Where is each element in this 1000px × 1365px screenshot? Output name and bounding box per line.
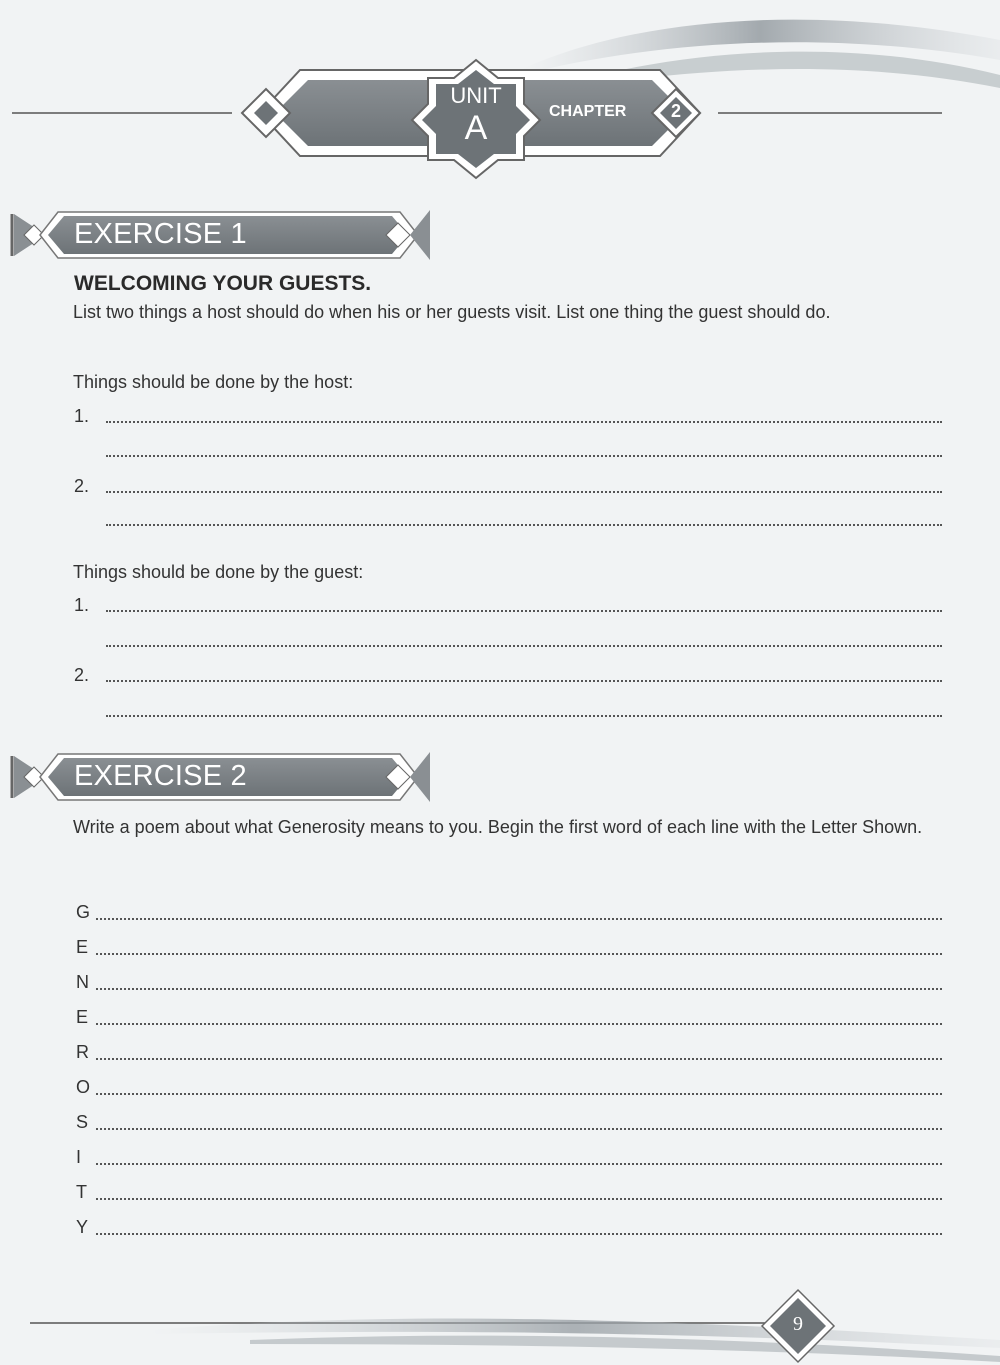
poem-line-8[interactable] <box>96 1163 942 1165</box>
poem-line-4[interactable] <box>96 1023 942 1025</box>
poem-line-1[interactable] <box>96 918 942 920</box>
exercise1-title: EXERCISE 1 <box>74 218 247 250</box>
poem-letter-s: S <box>76 1112 89 1132</box>
poem-line-3[interactable] <box>96 988 942 990</box>
guest-item-2-number: 2. <box>74 665 90 685</box>
page-number: 9 <box>793 1313 803 1335</box>
host-answer-line-1b[interactable] <box>106 455 942 457</box>
exercise1-instructions: List two things a host should do when his or her guests visit. List one thing the guest should do. <box>73 302 831 322</box>
host-answer-line-2b[interactable] <box>106 524 942 526</box>
host-label: Things should be done by the host: <box>73 372 354 392</box>
poem-letter-e2: E <box>76 1007 89 1027</box>
unit-label: UNIT <box>450 83 502 108</box>
guest-answer-line-1a[interactable] <box>106 610 942 612</box>
poem-letter-t: T <box>76 1182 87 1202</box>
poem-line-7[interactable] <box>96 1128 942 1130</box>
poem-letter-n: N <box>76 972 89 992</box>
chapter-number: 2 <box>670 101 681 121</box>
poem-line-5[interactable] <box>96 1058 942 1060</box>
poem-line-10[interactable] <box>96 1233 942 1235</box>
guest-answer-line-2a[interactable] <box>106 680 942 682</box>
poem-letter-y: Y <box>76 1217 89 1237</box>
host-answer-line-2a[interactable] <box>106 491 942 493</box>
guest-answer-line-2b[interactable] <box>106 715 942 717</box>
guest-item-1-number: 1. <box>74 595 90 615</box>
footer-decoration <box>30 1290 1000 1362</box>
exercise2-title: EXERCISE 2 <box>74 760 247 792</box>
poem-letter-g: G <box>76 902 91 922</box>
poem-letter-e: E <box>76 937 89 957</box>
chapter-label: CHAPTER <box>549 103 627 120</box>
poem-letter-i: I <box>76 1147 82 1167</box>
host-answer-line-1a[interactable] <box>106 421 942 423</box>
poem-line-2[interactable] <box>96 953 942 955</box>
poem-line-6[interactable] <box>96 1093 942 1095</box>
poem-line-9[interactable] <box>96 1198 942 1200</box>
guest-answer-line-1b[interactable] <box>106 645 942 647</box>
host-item-2-number: 2. <box>74 476 90 496</box>
unit-letter: A <box>464 109 488 147</box>
poem-letter-o: O <box>76 1077 91 1097</box>
host-item-1-number: 1. <box>74 406 90 426</box>
exercise2-instructions: Write a poem about what Generosity means to you. Begin the first word of each line with the Letter Shown. <box>73 817 923 837</box>
guest-label: Things should be done by the guest: <box>73 562 364 582</box>
exercise1-heading: WELCOMING YOUR GUESTS. <box>74 272 372 295</box>
poem-letter-r: R <box>76 1042 89 1062</box>
